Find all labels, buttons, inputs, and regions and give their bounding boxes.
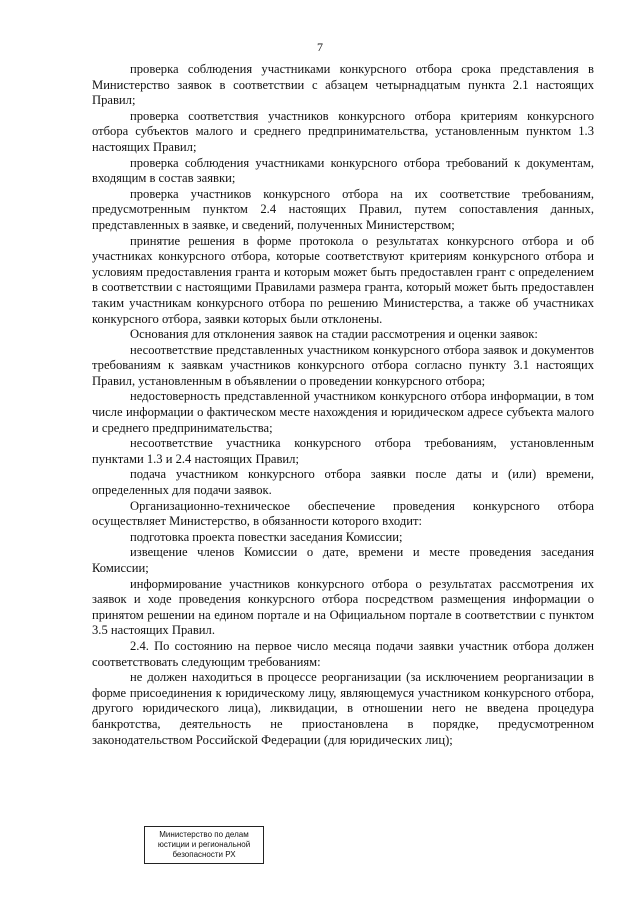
ministry-stamp (144, 826, 264, 864)
paragraph: Основания для отклонения заявок на стадии рассмотрения и оценки заявок: (130, 327, 538, 342)
paragraph: информирование участников конкурсного отбора о результатах рассмотрения их заявок и ходе проведения конкурсного отбора посредством размещения информации о принятом решении на едином портале и на Официальном портале в соответствии с пунктом 3.5 настоящих Правил. (92, 576, 594, 638)
paragraph: недостоверность представленной участником конкурсного отбора информации, в том числе информации о фактическом месте нахождения и юридическом адресе субъекта малого и среднего предпринимательства; (92, 389, 594, 435)
paragraph: несоответствие представленных участником конкурсного отбора заявок и документов требованиям к заявкам участников конкурсного отбора согласно пункту 3.1 настоящих Правил, установленным в объявлении о проведении конкурсного отбора; (92, 342, 594, 388)
paragraph: проверка соблюдения участниками конкурсного отбора срока представления в Министерство заявок в соответствии с абзацем четырнадцатым пункта 2.1 настоящих Правил; (92, 62, 594, 108)
paragraph: извещение членов Комиссии о дате, времени и месте проведения заседания Комиссии; (92, 545, 594, 575)
paragraph: проверка соблюдения участниками конкурсного отбора требований к документам, входящим в состав заявки; (92, 155, 594, 186)
paragraph: принятие решения в форме протокола о результатах конкурсного отбора и об участниках конкурсного отбора, которые соответствуют критериям конкурсного отбора и условиям предоставления гранта и которым может быть предоставлен грант с определением в соответствии с настоящими Правилами размера гранта, который может быть предоставлен таким участникам конкурсного отбора по решению Министерства, а также об участниках конкурсного отбора, заявки которых были отклонены. (92, 233, 594, 326)
paragraph: Организационно-техническое обеспечение проведения конкурсного отбора осуществляет Министерство, в обязанности которого входит: (92, 498, 594, 529)
paragraph: подача участником конкурсного отбора заявки после даты и (или) времени, определенных для подачи заявок. (92, 467, 594, 498)
document-body (92, 62, 594, 748)
stamp-line: юстиции и региональной (157, 840, 251, 849)
paragraph: проверка соответствия участников конкурсного отбора критериям конкурсного отбора субъектов малого и среднего предпринимательства, установленным пунктом 1.3 настоящих Правил; (92, 108, 594, 154)
paragraph: 2.4. По состоянию на первое число месяца подачи заявки участник отбора должен соответствовать следующим требованиям: (92, 638, 594, 669)
paragraph: не должен находиться в процессе реорганизации (за исключением реорганизации в форме присоединения к юридическому лицу, являющемуся участником конкурсного отбора, другого юридического лица), ликвидации, в отношении него не введена процедура банкротства, деятельность не приостановлена в порядке, предусмотренном законодательством Российской Федерации (для юридических лиц); (92, 670, 594, 747)
stamp-line: Министерство по делам (159, 830, 249, 839)
paragraph: подготовка проекта повестки заседания Комиссии; (130, 529, 403, 544)
page-number: 7 (317, 40, 323, 54)
paragraph: проверка участников конкурсного отбора на их соответствие требованиям, предусмотренным пунктом 2.4 настоящих Правил, путем сопоставления данных, представленных в заявке, и сведений, полученных Министерством; (92, 186, 594, 232)
stamp-line: безопасности РХ (172, 850, 236, 859)
paragraph: несоответствие участника конкурсного отбора требованиям, установленным пунктами 1.3 и 2.4 настоящих Правил; (92, 436, 594, 466)
